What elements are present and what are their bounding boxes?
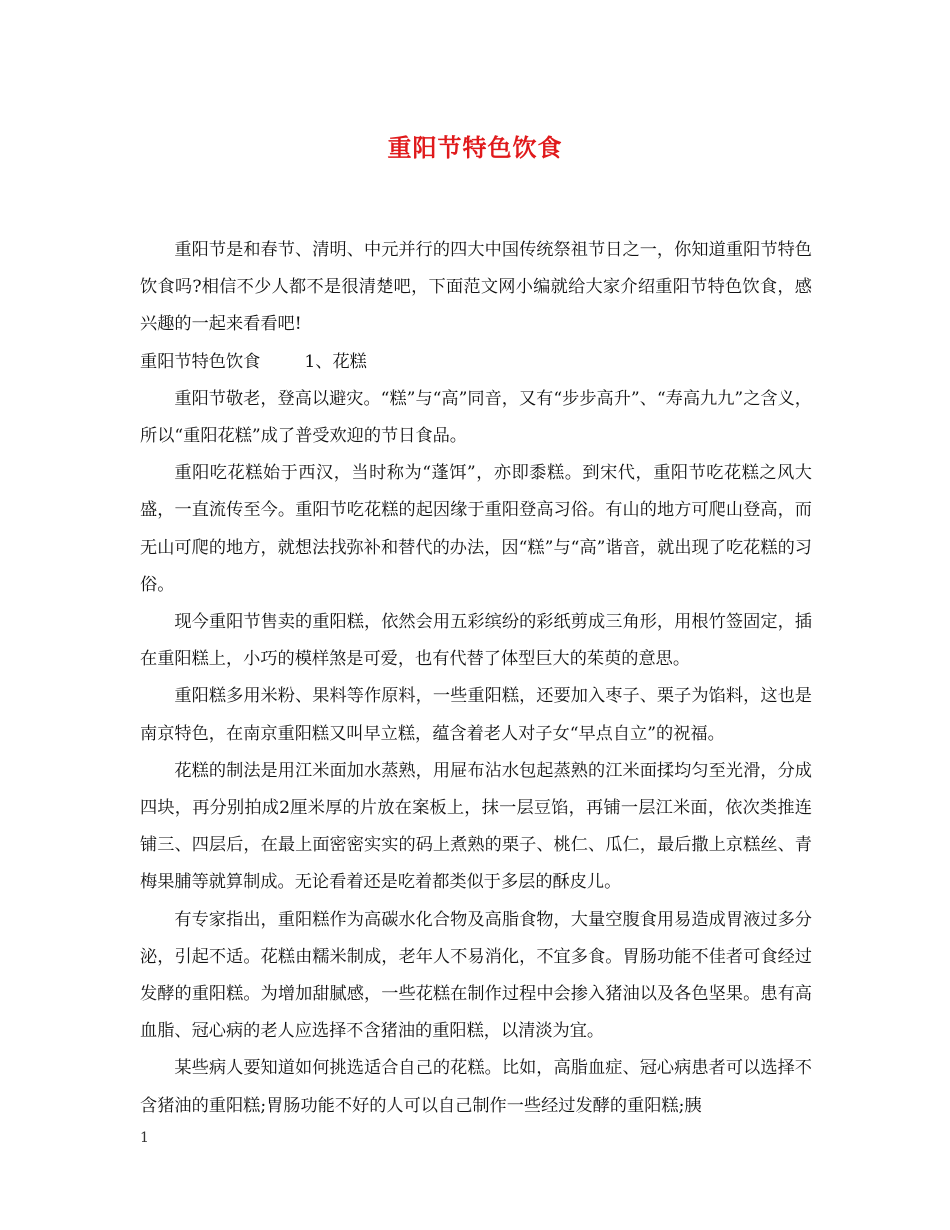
page-number: 1 xyxy=(140,1130,149,1146)
paragraph-4: 重阳糕多用米粉、果料等作原料，一些重阳糕，还要加入枣子、栗子为馅料，这也是南京特色，在南京重阳糕又叫早立糕，蕴含着老人对子女“早点自立”的祝福。 xyxy=(140,686,812,744)
paragraph-7: 某些病人要知道如何挑选适合自己的花糕。比如，高脂血症、冠心病患者可以选择不含猪油的重阳糕;胃肠功能不好的人可以自己制作一些经过发酵的重阳糕;胰 xyxy=(140,1058,812,1116)
paragraph-2: 重阳吃花糕始于西汉，当时称为“蓬饵”，亦即黍糕。到宋代，重阳节吃花糕之风大盛，一直流传至今。重阳节吃花糕的起因缘于重阳登高习俗。有山的地方可爬山登高，而无山可爬的地方，就想法找弥补和替代的办法，因“糕”与“高”谐音，就出现了吃花糕的习俗。 xyxy=(140,463,812,595)
section-heading-title: 重阳节特色饮食 xyxy=(140,351,261,372)
section-heading xyxy=(140,344,812,381)
document-title: 重阳节特色饮食 xyxy=(387,133,563,162)
paragraph-6: 有专家指出，重阳糕作为高碳水化合物及高脂食物，大量空腹食用易造成胃液过多分泌，引起不适。花糕由糯米制成，老年人不易消化，不宜多食。胃肠功能不佳者可食经过发酵的重阳糕。为增加甜腻感，一些花糕在制作过程中会掺入猪油以及各色坚果。患有高血脂、冠心病的老人应选择不含猪油的重阳糕，以清淡为宜。 xyxy=(140,909,812,1042)
paragraph-3: 现今重阳节售卖的重阳糕，依然会用五彩缤纷的彩纸剪成三角形，用根竹签固定，插在重阳糕上，小巧的模样煞是可爱，也有代替了体型巨大的茱萸的意思。 xyxy=(140,612,812,670)
paragraph-1: 重阳节敬老，登高以避灾。“糕”与“高”同音，又有“步步高升”、“寿高九九”之含义，所以“重阳花糕”成了普受欢迎的节日食品。 xyxy=(140,388,812,447)
paragraph-5: 花糕的制法是用江米面加水蒸熟，用屉布沾水包起蒸熟的江米面揉均匀至光滑，分成四块，再分别拍成2厘米厚的片放在案板上，抹一层豆馅，再铺一层江米面，依次类推连铺三、四层后，在最上面密密实实的码上煮熟的栗子、桃仁、瓜仁，最后撒上京糕丝、青梅果脯等就算制成。无论看着还是吃着都类似于多层的酥皮儿。 xyxy=(140,760,812,893)
section-heading-item: 1、花糕 xyxy=(304,351,367,372)
document-body xyxy=(140,232,812,1125)
intro-paragraph: 重阳节是和春节、清明、中元并行的四大中国传统祭祖节日之一，你知道重阳节特色饮食吗?相信不少人都不是很清楚吧，下面范文网小编就给大家介绍重阳节特色饮食，感兴趣的一起来看看吧! xyxy=(140,240,812,335)
